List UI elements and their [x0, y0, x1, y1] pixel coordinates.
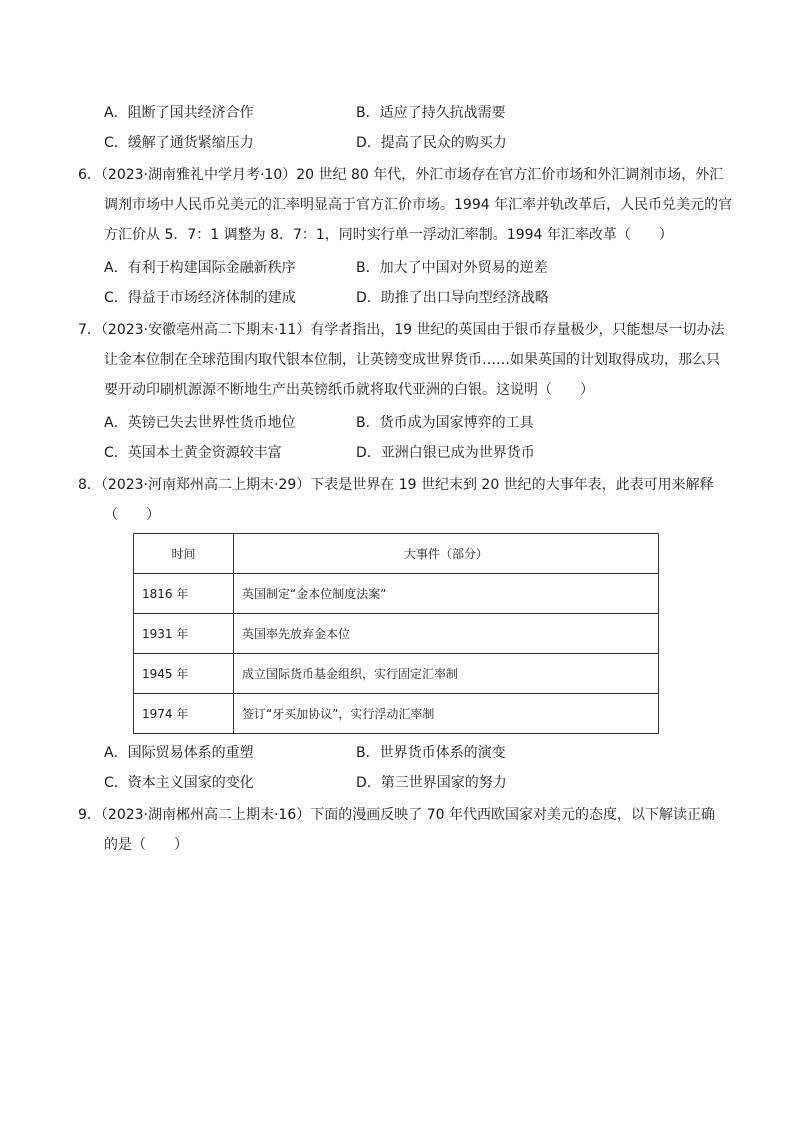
table-row	[134, 614, 659, 654]
q8-stem-line-1: 8．（2023·河南郑州高二上期末·29）下表是世界在 19 世纪末到 20 世纪的大事年表，此表可用来解释	[78, 477, 714, 493]
q8-option-b: B．世界货币体系的演变	[356, 745, 506, 761]
table-cell-event: 成立国际货币基金组织，实行固定汇率制	[234, 654, 659, 694]
q5-option-d: D．提高了民众的购买力	[356, 135, 507, 151]
q7-option-d: D．亚洲白银已成为世界货币	[356, 445, 535, 461]
q7-stem-line-2: 让金本位制在全球范围内取代银本位制，让英镑变成世界货币……如果英国的计划取得成功，那么只	[104, 352, 720, 368]
table-header-event: 大事件（部分）	[234, 534, 659, 574]
q6-stem-line-2: 调剂市场中人民币兑美元的汇率明显高于官方汇价市场。1994 年汇率并轨改革后，人民币兑美元的官	[104, 197, 733, 213]
q6-option-c: C．得益于市场经济体制的建成	[104, 290, 296, 306]
table-row	[134, 574, 659, 614]
q8-option-d: D．第三世界国家的努力	[356, 775, 507, 791]
q8-stem-line-2: （ ）	[104, 507, 160, 523]
table-row	[134, 654, 659, 694]
q7-stem-line-3: 要开动印刷机源源不断地生产出英镑纸币就将取代亚洲的白银。这说明（ ）	[104, 382, 594, 398]
table-cell-year: 1945 年	[134, 654, 234, 694]
table-header-time: 时间	[134, 534, 234, 574]
q6-stem-line-1: 6．（2023·湖南雅礼中学月考·10）20 世纪 80 年代，外汇市场存在官方汇价市场和外汇调剂市场，外汇	[78, 167, 724, 183]
table-cell-year: 1816 年	[134, 574, 234, 614]
table-header-row	[134, 534, 659, 574]
q5-option-b: B．适应了持久抗战需要	[356, 105, 506, 121]
q9-stem-line-1: 9．（2023·湖南郴州高二上期末·16）下面的漫画反映了 70 年代西欧国家对美元的态度，以下解读正确	[78, 807, 715, 823]
table-cell-event: 签订“牙买加协议”，实行浮动汇率制	[234, 694, 659, 734]
q9-stem-line-2: 的是（ ）	[104, 837, 188, 853]
q7-stem-line-1: 7．（2023·安徽亳州高二下期末·11）有学者指出，19 世纪的英国由于银币存量极少，只能想尽一切办法	[78, 322, 725, 338]
q5-option-c: C．缓解了通货紧缩压力	[104, 135, 254, 151]
q6-option-b: B．加大了中国对外贸易的逆差	[356, 260, 548, 276]
table-cell-event: 英国率先放弃金本位	[234, 614, 659, 654]
table-cell-event: 英国制定“金本位制度法案”	[234, 574, 659, 614]
q7-option-a: A．英镑已失去世界性货币地位	[104, 415, 296, 431]
table-cell-year: 1931 年	[134, 614, 234, 654]
table-cell-year: 1974 年	[134, 694, 234, 734]
q8-option-c: C．资本主义国家的变化	[104, 775, 254, 791]
q5-option-a: A．阻断了国共经济合作	[104, 105, 254, 121]
q7-option-c: C．英国本土黄金资源较丰富	[104, 445, 282, 461]
table-row	[134, 694, 659, 734]
q7-option-b: B．货币成为国家博弈的工具	[356, 415, 534, 431]
events-table	[133, 533, 659, 734]
q6-option-d: D．助推了出口导向型经济战略	[356, 290, 549, 306]
q8-option-a: A．国际贸易体系的重塑	[104, 745, 254, 761]
q6-stem-line-3: 方汇价从 5．7：1 调整为 8．7：1，同时实行单一浮动汇率制。1994 年汇率改革（ ）	[104, 227, 673, 243]
q6-option-a: A．有利于构建国际金融新秩序	[104, 260, 296, 276]
